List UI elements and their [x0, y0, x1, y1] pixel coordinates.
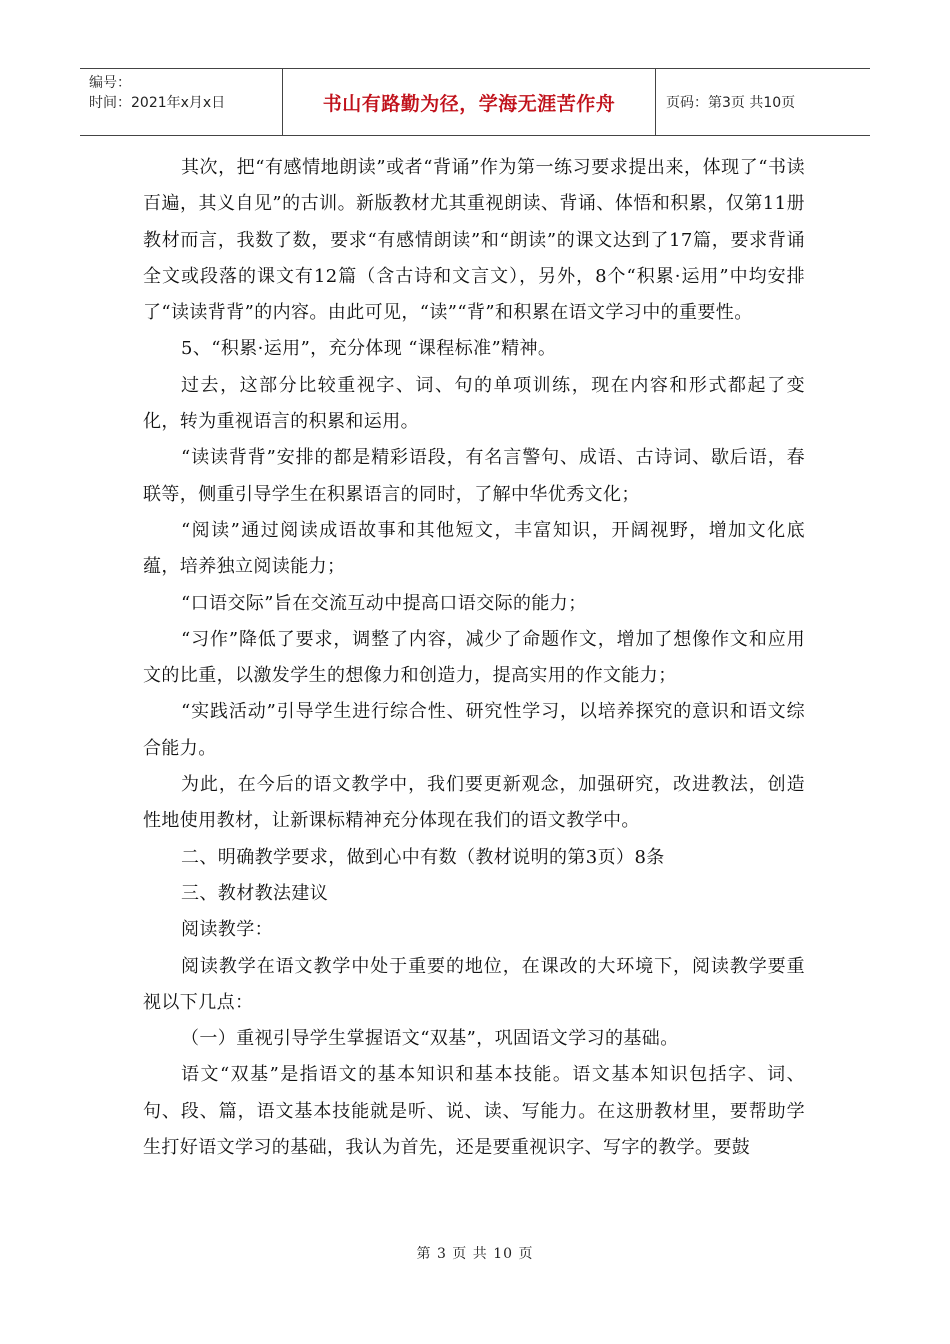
paragraph-14: （一）重视引导学生掌握语文“双基”，巩固语文学习的基础。 [181, 1028, 679, 1050]
document-body [143, 150, 805, 1166]
header-motto: 书山有路勤为径，学海无涯苦作舟 [283, 69, 656, 135]
paragraph-5: “阅读”通过阅读成语故事和其他短文，丰富知识，开阔视野，增加文化底蕴，培养独立阅读能力； [143, 519, 805, 578]
paragraph-8: “实践活动”引导学生进行综合性、研究性学习，以培养探究的意识和语文综合能力。 [143, 701, 805, 759]
paragraph-9: 为此，在今后的语文教学中，我们要更新观念，加强研究，改进教法，创造性地使用教材，让新课标精神充分体现在我们的语文教学中。 [143, 774, 805, 832]
doc-time: 时间：2021年x月x日 [89, 95, 226, 111]
header-page-info: 页码：第3页 共10页 [666, 95, 796, 111]
section-heading-3: 三、教材教法建议 [181, 882, 329, 904]
doc-number: 编号： [89, 75, 131, 91]
paragraph-15: 语文“双基”是指语文的基本知识和基本技能。语文基本知识包括字、词、句、段、篇，语文基本技能就是听、说、读、写能力。在这册教材里，要帮助学生打好语文学习的基础，我认为首先，还是要重视识字、写字的教学。要鼓 [143, 1064, 805, 1159]
subheading-reading: 阅读教学： [181, 919, 273, 941]
document-header [80, 68, 870, 136]
section-heading-2: 二、明确教学要求，做到心中有数（教材说明的第3页）8条 [181, 846, 665, 868]
page-footer: 第 3 页 共 10 页 [416, 1246, 534, 1262]
paragraph-6: “口语交际”旨在交流互动中提高口语交际的能力； [181, 592, 587, 614]
header-meta [80, 69, 283, 135]
paragraph-3: 过去，这部分比较重视字、词、句的单项训练，现在内容和形式都起了变化，转为重视语言的积累和运用。 [143, 374, 805, 433]
paragraph-4: “读读背背”安排的都是精彩语段，有名言警句、成语、古诗词、歇后语，春联等，侧重引导学生在积累语言的同时，了解中华优秀文化； [143, 447, 805, 505]
paragraph-2: 5、“积累·运用”，充分体现 “课程标准”精神。 [181, 338, 557, 360]
paragraph-13: 阅读教学在语文教学中处于重要的地位，在课改的大环境下，阅读教学要重视以下几点： [143, 955, 805, 1013]
paragraph-7: “习作”降低了要求，调整了内容，减少了命题作文，增加了想像作文和应用文的比重，以激发学生的想像力和创造力，提高实用的作文能力； [143, 628, 805, 687]
paragraph-1: 其次，把“有感情地朗读”或者“背诵”作为第一练习要求提出来，体现了“书读百遍，其义自见”的古训。新版教材尤其重视朗读、背诵、体悟和积累，仅第11册教材而言，我数了数，要求“有感情朗读”和“朗读”的课文达到了17篇，要求背诵全文或段落的课文有12篇（含古诗和文言文），另外，8个“积累·运用”中均安排了“读读背背”的内容。由此可见，“读”“背”和积累在语文学习中的重要性。 [143, 157, 805, 324]
